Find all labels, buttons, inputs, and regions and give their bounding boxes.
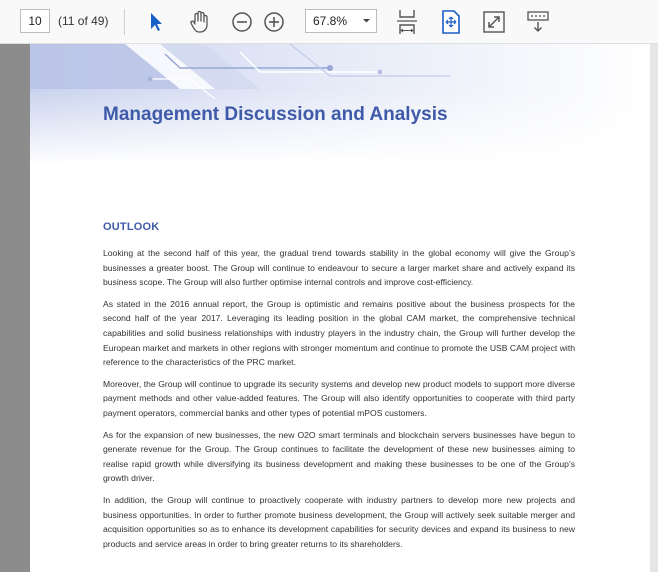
zoom-in-icon [263, 11, 285, 33]
zoom-out-icon [231, 11, 253, 33]
zoom-out-button[interactable] [228, 8, 256, 36]
page-scroll-edge [650, 44, 658, 572]
select-tool-button[interactable] [142, 8, 170, 36]
page-layout-icon [526, 10, 550, 34]
zoom-in-button[interactable] [260, 8, 288, 36]
section-heading: OUTLOOK [103, 221, 160, 233]
toolbar [0, 0, 658, 44]
fullscreen-button[interactable] [480, 8, 508, 36]
zoom-select[interactable] [305, 9, 377, 33]
paragraph: As for the expansion of new businesses, the new O2O smart terminals and blockchain servers businesses have begun to generate revenue for the Group. The Group continues to facilitate the development of these new businesses aiming to realise rapid growth while diversifying its business development and making these businesses to be one of the Group’s growth driver. [103, 429, 575, 484]
hand-pan-icon [189, 10, 211, 34]
fit-page-icon [441, 10, 461, 34]
left-gutter [0, 44, 30, 572]
paragraph: Moreover, the Group will continue to upgrade its security systems and develop new product models to support more diverse payment methods and other value-added features. The Group will also identify opportunities to cooperate with third party payment operators, commercial banks and other types of potential mPOS customers. [103, 378, 575, 418]
body-text [103, 246, 575, 558]
document-viewer[interactable] [0, 44, 658, 572]
paragraph: As stated in the 2016 annual report, the Group is optimistic and remains positive about the business prospects for the second half of the year 2017. Leveraging its leading position in the global CAM market, the comprehensive technical capabilities and solid business relationships with industry players in the industry chain, the Group will further develop the European market and markets in other regions with stronger momentum and continue to promote the USB CAM project with reference to the characteristics of the PRC market. [103, 298, 575, 368]
document-page [30, 44, 650, 572]
fit-page-height-icon [396, 9, 418, 35]
paragraph: Looking at the second half of this year, the gradual trend towards stability in the global economy will give the Group’s businesses a greater boost. The Group will continue to endeavour to secure a larger market share and actively expand its business scope. The Group will also further optimise internal controls and improve cost-efficiency. [103, 248, 575, 288]
fullscreen-icon [483, 11, 505, 33]
paragraph: In addition, the Group will continue to proactively cooperate with industry partners to develop more new projects and business opportunities. In order to further promote business development, the Group will actively seek suitable merger and acquisition opportunities so as to enhance its development capabilities for security devices and expand its business to new products and service areas in order to bring greater returns to its shareholders. [103, 494, 575, 549]
page-number-input[interactable]: 10 [20, 9, 50, 33]
hand-tool-button[interactable] [186, 8, 214, 36]
toolbar-separator [124, 9, 125, 35]
fit-page-button[interactable] [437, 8, 465, 36]
zoom-value: 67.8% [313, 14, 348, 28]
fit-height-button[interactable] [393, 8, 421, 36]
chevron-down-icon [362, 16, 371, 25]
page-layout-button[interactable] [524, 8, 552, 36]
page-count-label: (11 of 49) [58, 14, 109, 28]
select-arrow-icon [148, 11, 164, 33]
page-title: Management Discussion and Analysis [103, 104, 448, 125]
